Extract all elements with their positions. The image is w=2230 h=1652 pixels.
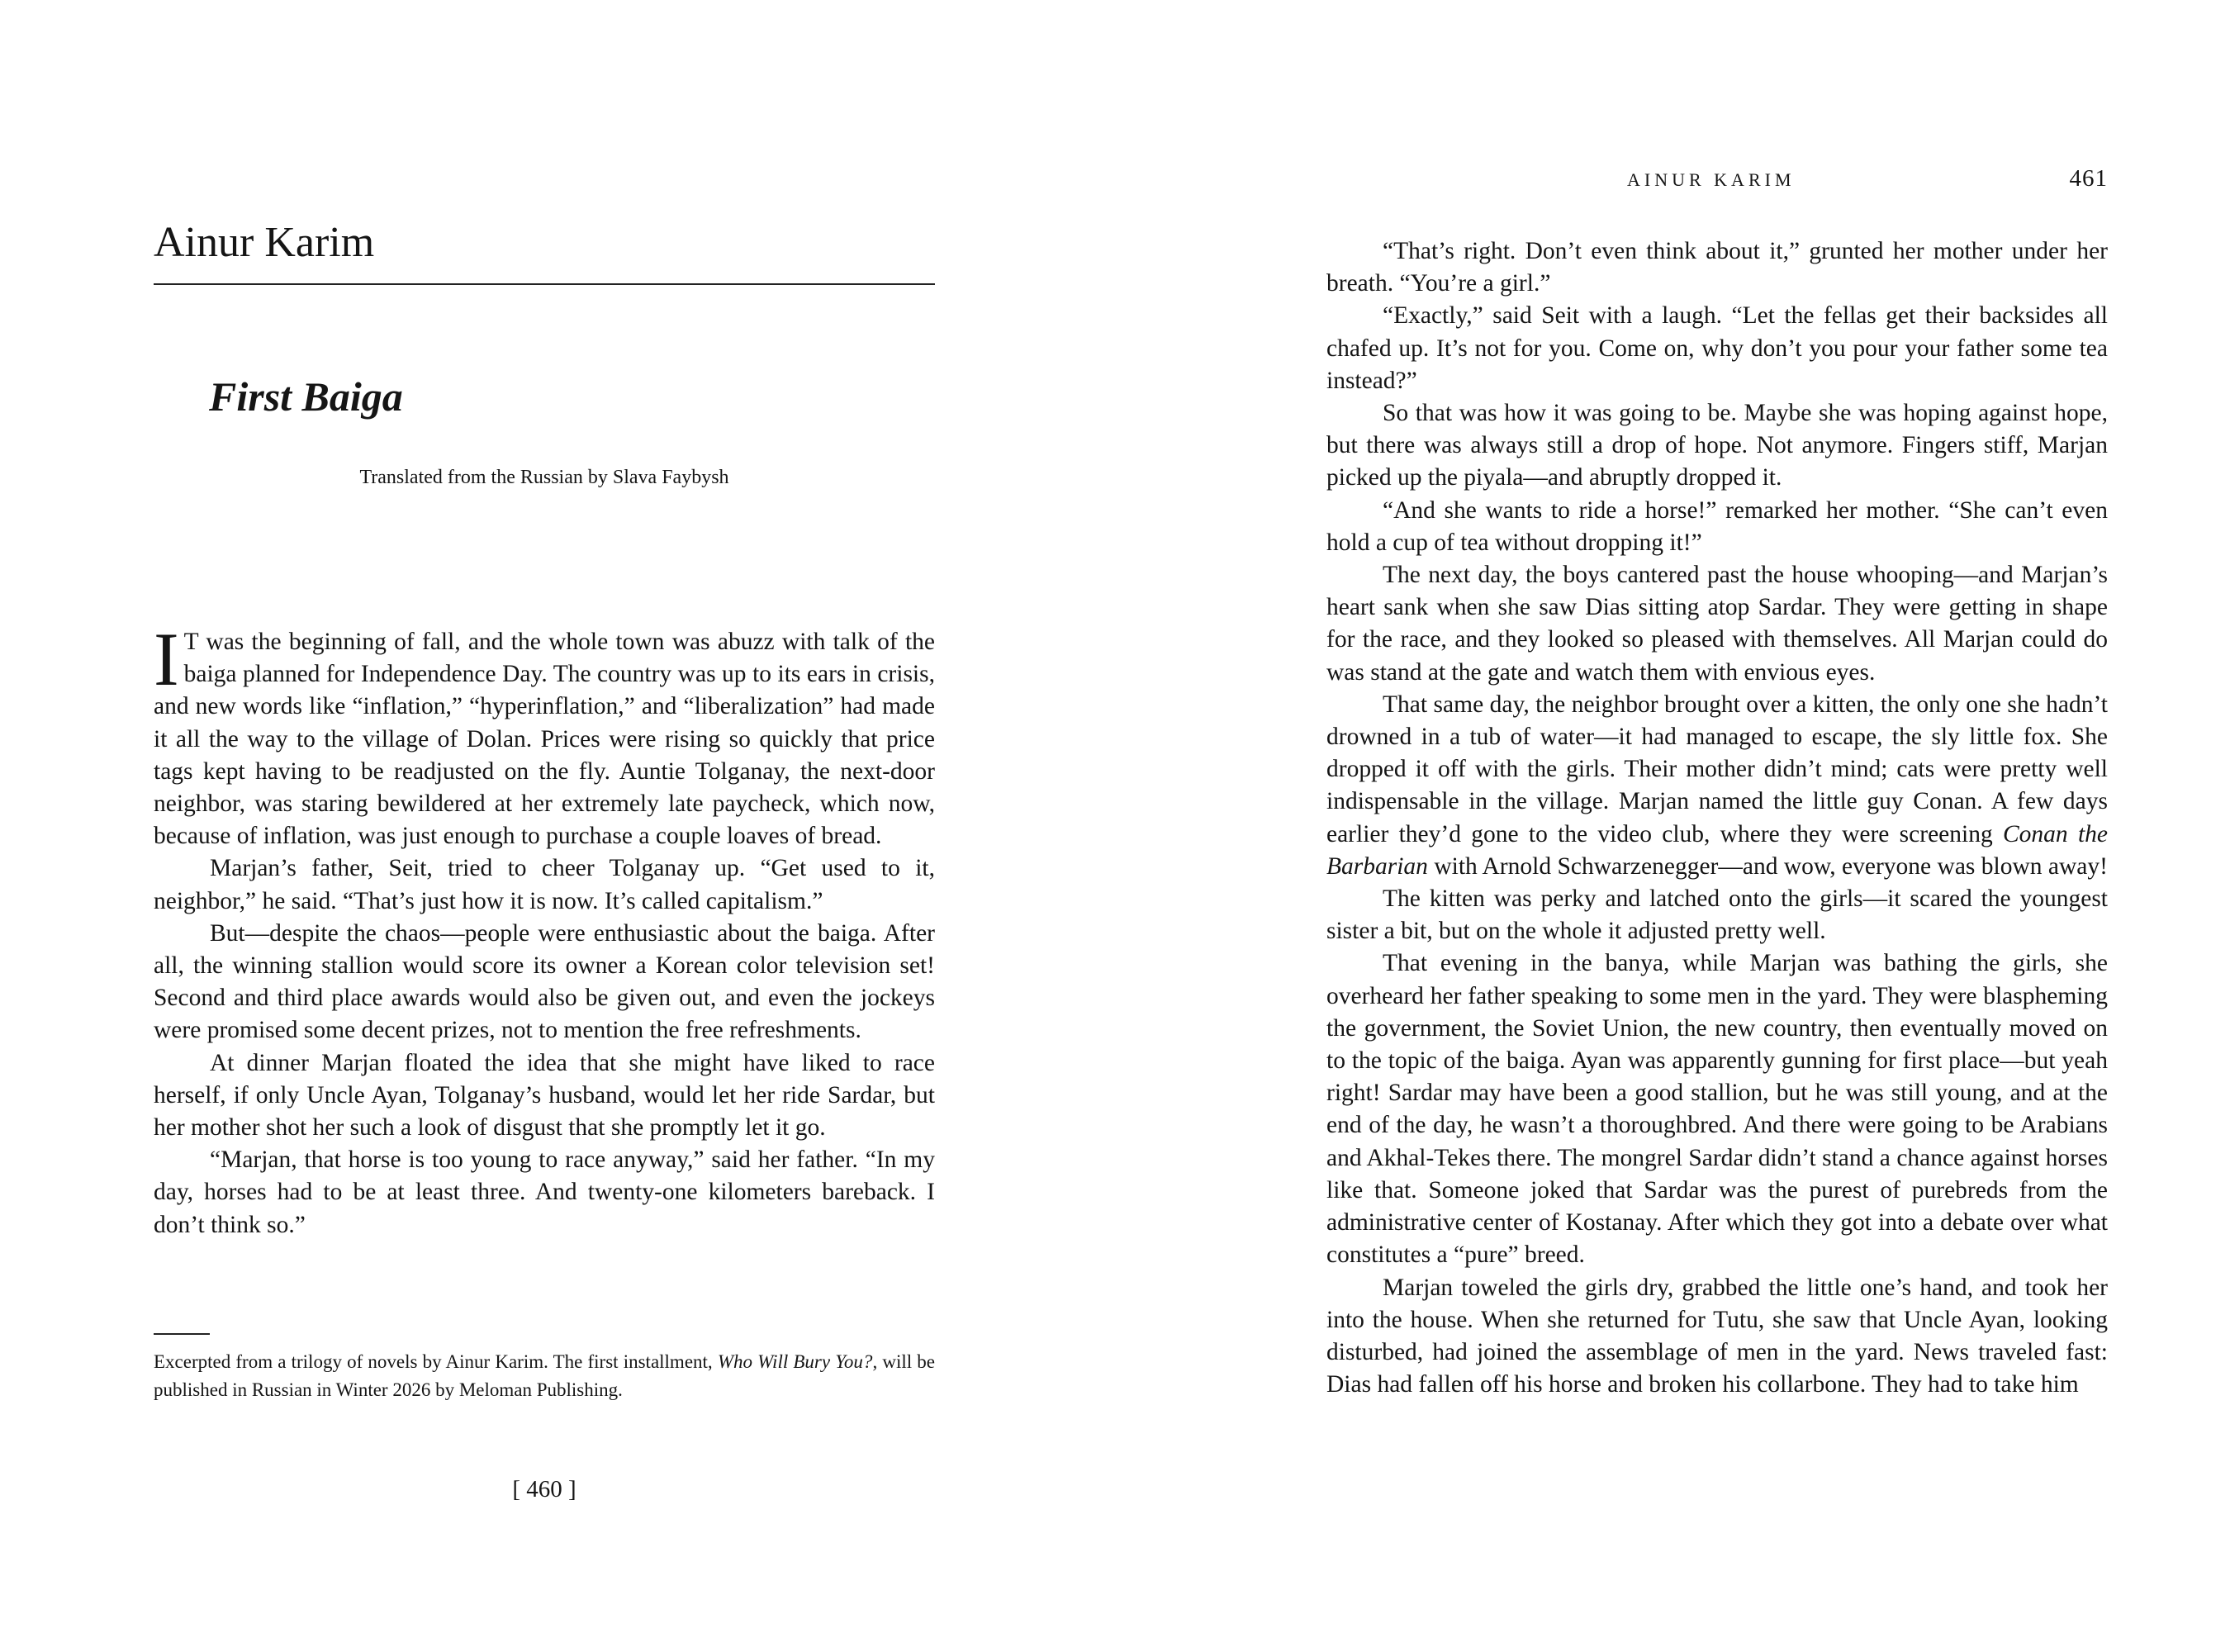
footnote-text: Excerpted from a trilogy of novels by Ainur Karim. The first installment, <box>154 1351 718 1372</box>
footnote <box>154 1348 935 1404</box>
running-head: AINUR KARIM <box>1627 169 1796 190</box>
paragraph-text-end: with Arnold Schwarzenegger—and wow, everyone was blown away! <box>1427 852 2108 880</box>
left-body-text <box>154 617 935 1241</box>
paragraph: At dinner Marjan floated the idea that she might have liked to race herself, if only Uncle Ayan, Tolganay’s husband, would let her ride Sardar, but her mother shot her such a look of disgust that she promptly let it go. <box>154 1049 935 1142</box>
paragraph: The kitten was perky and latched onto the girls—it scared the youngest sister a bit, but on the whole it adjusted pretty well. <box>1326 885 2108 945</box>
paragraph-text: T was the beginning of fall, and the whole town was abuzz with talk of the baiga planned for Independence Day. The country was up to its ears in crisis, and new words like “inflation,” “hyperinflation,” and “liberalization” had made it all the way to the village of Dolan. Prices were rising so quickly that price tags kept having to be readjusted on the fly. Auntie Tolganay, the next-door neighbor, was staring bewildered at her extremely late paycheck, which now, because of inflation, was just enough to purchase a couple loaves of bread. <box>154 629 935 850</box>
footnote-text-end: , will be published in Russian in Winter 2026 by Meloman Publishing. <box>154 1351 935 1400</box>
right-body-text <box>1326 235 2108 1401</box>
drop-cap: I <box>154 617 179 701</box>
paragraph: Marjan’s father, Seit, tried to cheer Tolganay up. “Get used to it, neighbor,” he said. “That’s just how it is now. It’s called capitalism.” <box>154 855 935 914</box>
paragraph <box>1326 689 2108 883</box>
paragraph: Marjan toweled the girls dry, grabbed the little one’s hand, and took her into the house. When she returned for Tutu, she saw that Uncle Ayan, looking disturbed, had joined the assemblage of men in the yard. News traveled fast: Dias had fallen off his horse and broken his collarbone. They had to take him <box>1326 1274 2108 1398</box>
paragraph: The next day, the boys cantered past the house whooping—and Marjan’s heart sank when she saw Dias sitting atop Sardar. They were getting in shape for the race, and they looked so pleased with themselves. All Marjan could do was stand at the gate and watch them with envious eyes. <box>1326 562 2108 686</box>
paragraph: But—despite the chaos—people were enthusiastic about the baiga. After all, the winning stallion would score its owner a Korean color television set! Second and third place awards would also be given out, and even the jockeys were promised some decent prizes, not to mention the free refreshments. <box>154 919 935 1044</box>
page-number-left: [ 460 ] <box>512 1476 576 1502</box>
story-title: First Baiga <box>209 373 403 420</box>
paragraph: “And she wants to ride a horse!” remarked her mother. “She can’t even hold a cup of tea without dropping it!” <box>1326 496 2108 556</box>
footnote-rule <box>154 1333 210 1335</box>
paragraph: That evening in the banya, while Marjan was bathing the girls, she overheard her father speaking to some men in the yard. They were blaspheming the government, the Soviet Union, the new country, then eventually moved on to the topic of the baiga. Ayan was apparently gunning for first place—but yeah right! Sardar may have been a good stallion, but he was still young, and at the end of the day, he wasn’t a thoroughbred. And there were going to be Arabians and Akhal-Tekes there. The mongrel Sardar didn’t stand a chance against horses like that. Someone joked that Sardar was the purest of purebreds from the administrative center of Kostanay. After which they got into a debate over what constitutes a “pure” breed. <box>1326 950 2108 1269</box>
footnote-book-title: Who Will Bury You? <box>717 1351 873 1372</box>
page-number-right: 461 <box>2069 165 2108 192</box>
paragraph-text: That same day, the neighbor brought over a kitten, the only one she hadn’t drowned in a tub of water—it had managed to escape, the sly little fox. She dropped it off with the girls. Their mother didn’t mind; cats were pretty well indispensable in the village. Marjan named the little guy Conan. A few days earlier they’d gone to the video club, where they were screening <box>1326 691 2108 847</box>
film-title: Conan the Barbarian <box>1326 820 2108 880</box>
paragraph <box>154 617 935 852</box>
translator-note: Translated from the Russian by Slava Faybysh <box>359 467 729 488</box>
paragraph: So that was how it was going to be. Maybe she was hoping against hope, but there was always still a drop of hope. Not anymore. Fingers stiff, Marjan picked up the piyala—and abruptly dropped it. <box>1326 400 2108 491</box>
paragraph: “That’s right. Don’t even think about it,” grunted her mother under her breath. “You’re a girl.” <box>1326 238 2108 297</box>
author-heading: Ainur Karim <box>154 216 935 285</box>
paragraph: “Marjan, that horse is too young to race anyway,” said her father. “In my day, horses had to be at least three. And twenty-one kilometers bareback. I don’t think so.” <box>154 1146 935 1238</box>
paragraph: “Exactly,” said Seit with a laugh. “Let the fellas get their backsides all chafed up. It’s not for you. Come on, why don’t you pour your father some tea instead?” <box>1326 302 2108 394</box>
